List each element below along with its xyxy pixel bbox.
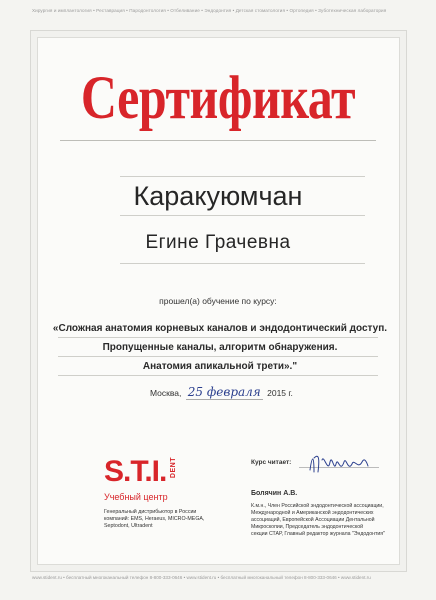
divider xyxy=(120,263,365,264)
course-line: Анатомия апикальной трети»." xyxy=(142,361,298,372)
lecturer-description xyxy=(251,503,401,538)
issue-date xyxy=(150,385,293,400)
footer-text: www.stident.ru • бесплатный многоканальный телефон 8-800-333-0646 • www.stident.ru • бесплатный многоканальный телефон 8-800-333-0646 • www.stident.ru xyxy=(32,575,371,580)
course-title xyxy=(40,319,400,376)
distributor-text xyxy=(104,509,254,530)
divider xyxy=(60,140,376,141)
training-center-label: Учебный центр xyxy=(104,492,168,502)
course-line: Пропущенные каналы, алгоритм обнаружения. xyxy=(102,342,338,353)
passed-course-text: прошел(а) обучение по курсу: xyxy=(159,296,277,306)
lecturer-desc-line: Международной и Американской эндодонтических xyxy=(251,510,374,516)
divider xyxy=(120,215,365,216)
header-topline: Хирургия и имплантология • Реставрация • Пародонтология • Отбеливание • Эндодонтия • Детская стоматология • Ортопедия • Зуботехническая лаборатория xyxy=(32,8,387,13)
divider xyxy=(120,176,365,177)
recipient-surname: Каракуюмчан xyxy=(133,181,303,211)
lecturer-desc-line: К.м.н., Член Российской эндодонтической ассоциации, xyxy=(251,503,384,509)
divider xyxy=(58,356,378,357)
sti-dent-logo xyxy=(104,455,177,497)
lecturer-name: Болячин А.В. xyxy=(251,490,298,497)
distributor-line: Генеральный дистрибьютор в России xyxy=(104,509,197,515)
certificate-title: Сертификат xyxy=(80,63,356,132)
distributor-line: компаний: EMS, Heraeus, MICRO-MEGA, xyxy=(104,516,205,522)
logo-text: S.T.I. xyxy=(104,455,167,488)
lecturer-label: Курс читает: xyxy=(251,459,292,466)
lecturer-desc-line: Микроскопии, Председатель эндодонтической xyxy=(251,524,363,530)
date-year: 2015 г. xyxy=(267,388,293,398)
lecturer-desc-line: ассоциаций, Европейской Ассоциации Дентальной xyxy=(251,517,375,523)
recipient-given-names: Егине Грачевна xyxy=(145,232,291,253)
signature-icon xyxy=(304,450,374,480)
distributor-line: Septodont, Ultradent xyxy=(104,523,153,529)
divider xyxy=(58,375,378,376)
divider xyxy=(58,337,378,338)
course-line: «Сложная анатомия корневых каналов и эндодонтический доступ. xyxy=(52,323,388,334)
logo-suffix: DENT xyxy=(170,457,177,479)
lecturer-desc-line: секции СТАР, Главный редактор журнала "Эндодонтия" xyxy=(251,531,385,537)
date-city: Москва, xyxy=(150,388,182,398)
date-handwritten: 25 февраля xyxy=(187,385,261,399)
